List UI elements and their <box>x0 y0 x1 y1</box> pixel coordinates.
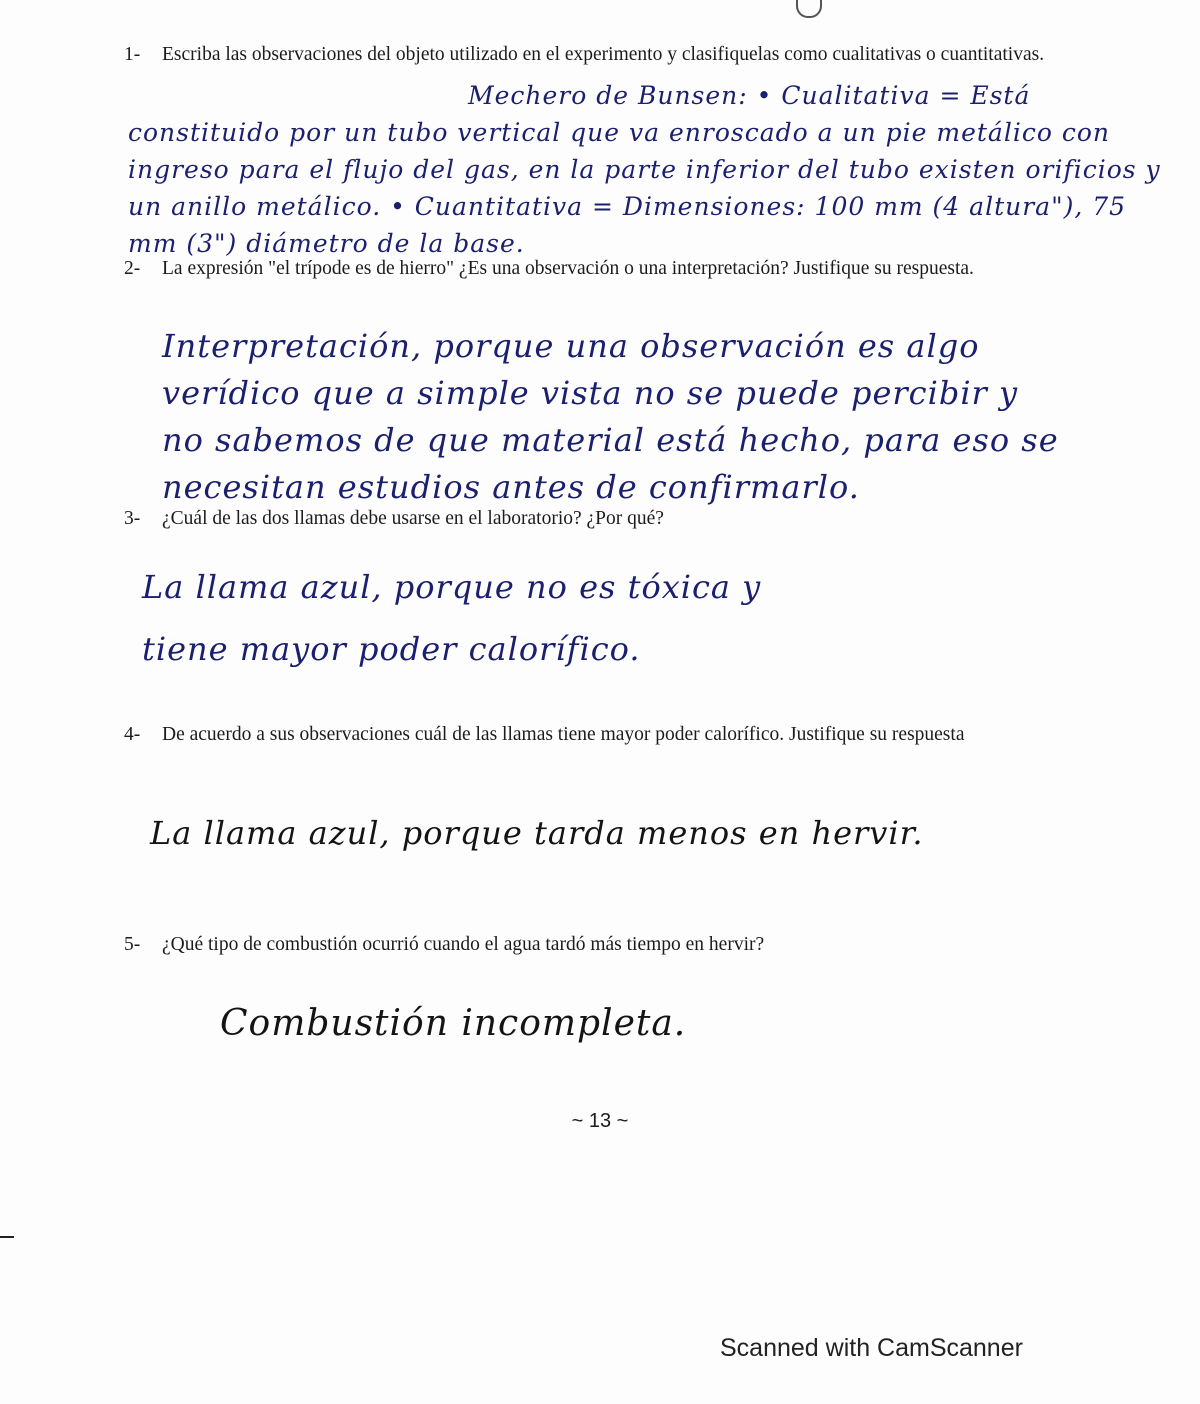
answer-2-handwritten: Interpretación, porque una observación es algo verídico que a simple vista no se puede percibir y no sabemos de que material está hecho, para eso se necesitan estudios antes de confirmarlo. <box>162 327 1059 506</box>
question-number: 5- <box>124 934 141 955</box>
answer-1-handwritten: Mechero de Bunsen: • Cualitativa = Está constituido por un tubo vertical que va enroscado a un pie metálico con ingreso para el flujo del gas, en la parte inferior del tubo existen orificios y un anillo metálico. • Cuantitativa = Dimensiones: 100 mm (4 altura"), 75 mm (3") diámetro de la base. <box>128 81 1161 258</box>
scan-edge-mark <box>0 1236 14 1238</box>
question-text: De acuerdo a sus observaciones cuál de las llamas tiene mayor poder calorífico. Justifique su respuesta <box>162 724 965 745</box>
scanner-watermark: Scanned with CamScanner <box>720 1334 1023 1362</box>
question-1 <box>120 40 1110 70</box>
question-2 <box>120 254 1110 284</box>
question-text: Escriba las observaciones del objeto utilizado en el experimento y clasifiquelas como cualitativas o cuantitativas. <box>162 44 1045 65</box>
question-number: 3- <box>124 508 141 529</box>
question-text: ¿Cuál de las dos llamas debe usarse en el laboratorio? ¿Por qué? <box>162 508 664 529</box>
question-number: 4- <box>124 724 141 745</box>
answer-5-handwritten: Combustión incompleta. <box>220 1003 687 1044</box>
answer-4-handwritten: La llama azul, porque tarda menos en hervir. <box>150 814 924 852</box>
question-3 <box>120 504 1110 534</box>
page-number: ~ 13 ~ <box>571 1110 629 1132</box>
answer-3-handwritten: La llama azul, porque no es tóxica y tiene mayor poder calorífico. <box>142 568 762 668</box>
question-text: ¿Qué tipo de combustión ocurrió cuando el agua tardó más tiempo en hervir? <box>162 934 765 955</box>
question-number: 2- <box>124 258 141 279</box>
question-text: La expresión "el trípode es de hierro" ¿Es una observación o una interpretación? Justifique su respuesta. <box>162 258 974 279</box>
question-4 <box>120 720 1110 750</box>
question-5 <box>120 930 1110 960</box>
question-number: 1- <box>124 44 141 65</box>
handwritten-stroke-mark <box>796 0 822 18</box>
